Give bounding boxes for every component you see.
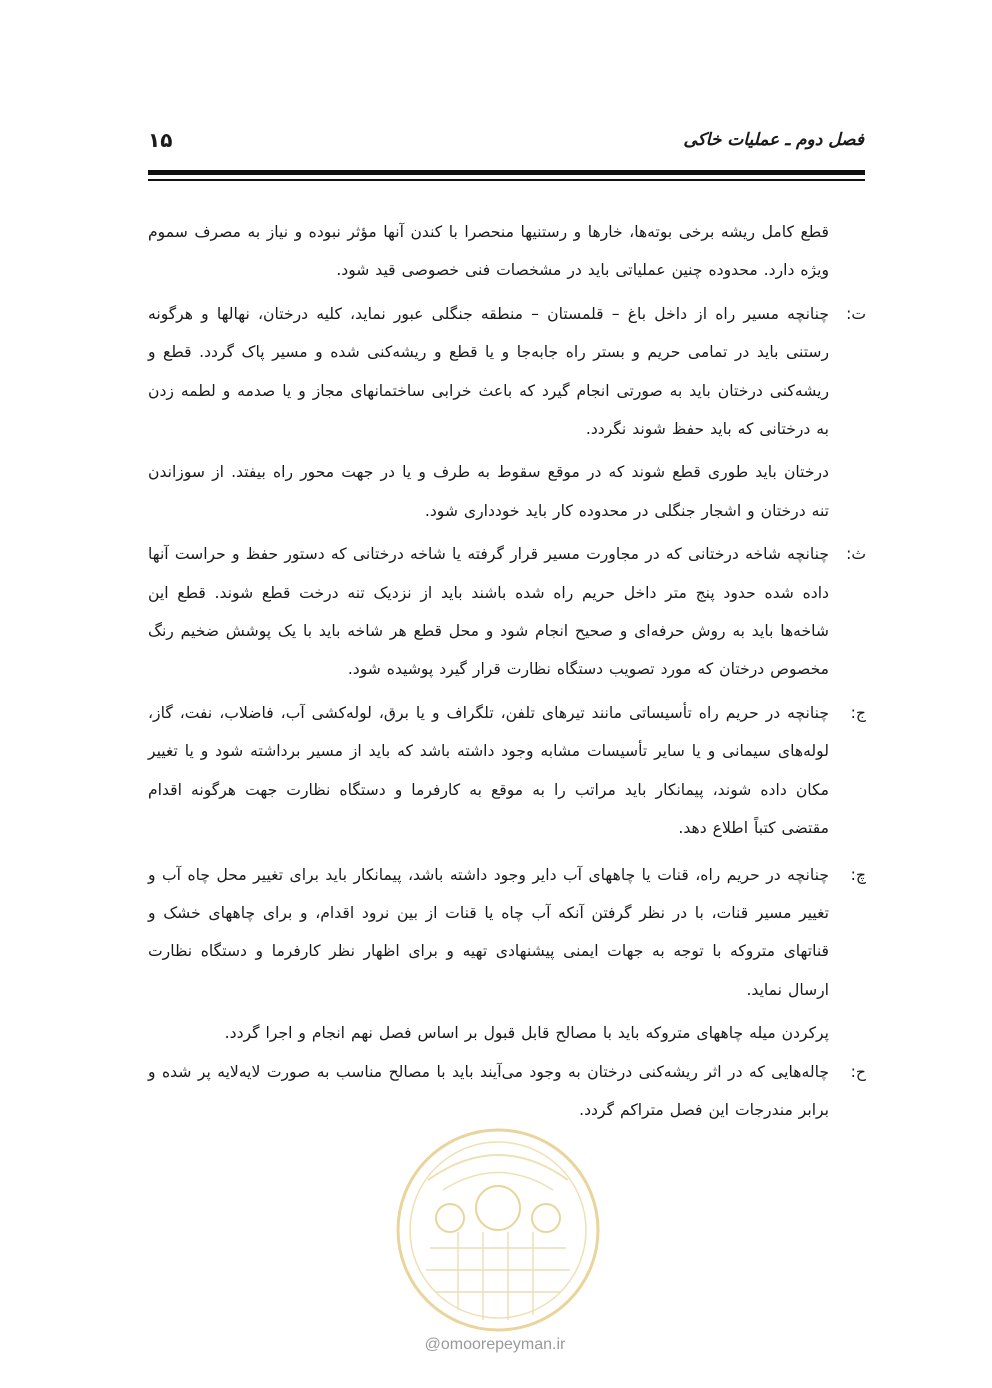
watermark-caption: @omoorepeyman.ir: [424, 1336, 566, 1353]
item-text-jim: چنانچه در حریم راه تأسیساتی مانند تیرهای تلفن، تلگراف و یا برق، لوله‌کشی آب، فاضلاب، نفت، گاز، لوله‌های سیمانی و یا سایر تأسیسات مشابه وجود داشته باشد که باید از مسیر برداشته شود و یا تغییر مکان داده شوند، پیمانکار باید مراتب را به موقع به کارفرما و دستگاه نظارت جهت هرگونه اقدام مقتضی کتباً اطلاع دهد.: [148, 703, 829, 838]
list-item-he: [148, 1053, 866, 1130]
item-label-jim: ج:: [850, 703, 866, 722]
page-header: [148, 128, 864, 162]
chapter-title: فصل دوم ـ عملیات خاکی: [683, 130, 864, 150]
item-label-te: ت:: [846, 304, 866, 323]
paragraph-roots: قطع کامل ریشه برخی بوته‌ها، خارها و رستنیها منحصرا با کندن آنها مؤثر نبوده و نیاز به مصرف سموم ویژه دارد. محدوده چنین عملیاتی باید در مشخصات فنی خصوصی قید شود.: [148, 223, 829, 280]
paragraph-wells: پرکردن میله چاههای متروکه باید با مصالح قابل قبول بر اساس فصل نهم انجام و اجرا گردد.: [224, 1024, 829, 1043]
header-rule-thick: [148, 170, 865, 175]
watermark-seal-icon: [388, 1120, 608, 1340]
list-item-jim: [148, 694, 866, 848]
item-label-che: چ:: [850, 865, 866, 884]
item-text-te: چنانچه مسیر راه از داخل باغ – قلمستان – منطقه جنگلی عبور نماید، کلیه درختان، نهالها و هرگونه رستنی باید در تمامی حریم و بستر راه جابه‌جا و یا قطع و ریشه‌کنی شده و مسیر پاک گردد. قطع و ریشه‌کنی درختان باید به صورتی انجام گیرد که باعث خرابی ساختمانهای مجاز و یا صدمه و لطمه زدن به درختانی که باید حفظ شوند نگردد.: [148, 304, 829, 439]
item-label-he: ح:: [850, 1062, 866, 1081]
page-number: ۱۵: [148, 128, 173, 152]
list-item-te: [148, 295, 866, 449]
header-rule-thin: [148, 179, 865, 181]
item-text-se: چنانچه شاخه درختانی که در مجاورت مسیر قرار گرفته یا شاخه درختانی که دستور حفظ و حراست آنها داده شده حدود پنج متر داخل حریم راه شده باشند باید از نزدیک تنه درخت قطع شوند. قطع این شاخه‌ها باید به روش حرفه‌ای و صحیح انجام شود و محل قطع هر شاخه باید با یک پوشش ضخیم رنگ مخصوص درختان که مورد تصویب دستگاه نظارت قرار گیرد پوشیده شود.: [148, 545, 829, 679]
item-text-he: چاله‌هایی که در اثر ریشه‌کنی درختان به وجود می‌آیند باید با مصالح مناسب به صورت لایه‌لایه پر شده و برابر مندرجات این فصل متراکم گردد.: [148, 1062, 829, 1119]
list-item-se: [148, 535, 866, 689]
item-label-se: ث:: [846, 545, 866, 564]
paragraph-trees: درختان باید طوری قطع شوند که در موقع سقوط به طرف و یا در جهت محور راه بیفتد. از سوزاندن تنه درختان و اشجار جنگلی در محدوده کار باید خودداری شود.: [148, 463, 829, 520]
body-text: [148, 213, 866, 1129]
item-text-che: چنانچه در حریم راه، قنات یا چاههای آب دایر وجود داشته باشد، پیمانکار باید برای تغییر محل چاه آب و تغییر مسیر قنات، با در نظر گرفتن آنکه آب چاه یا قنات از بین نرود اقدام، و برای چاههای خشک و قناتهای متروکه با توجه به جهات ایمنی پیشنهادی تهیه و برای اظهار نظر کارفرما و دستگاه نظارت ارسال نماید.: [148, 865, 829, 999]
list-item-che: [148, 856, 866, 1010]
